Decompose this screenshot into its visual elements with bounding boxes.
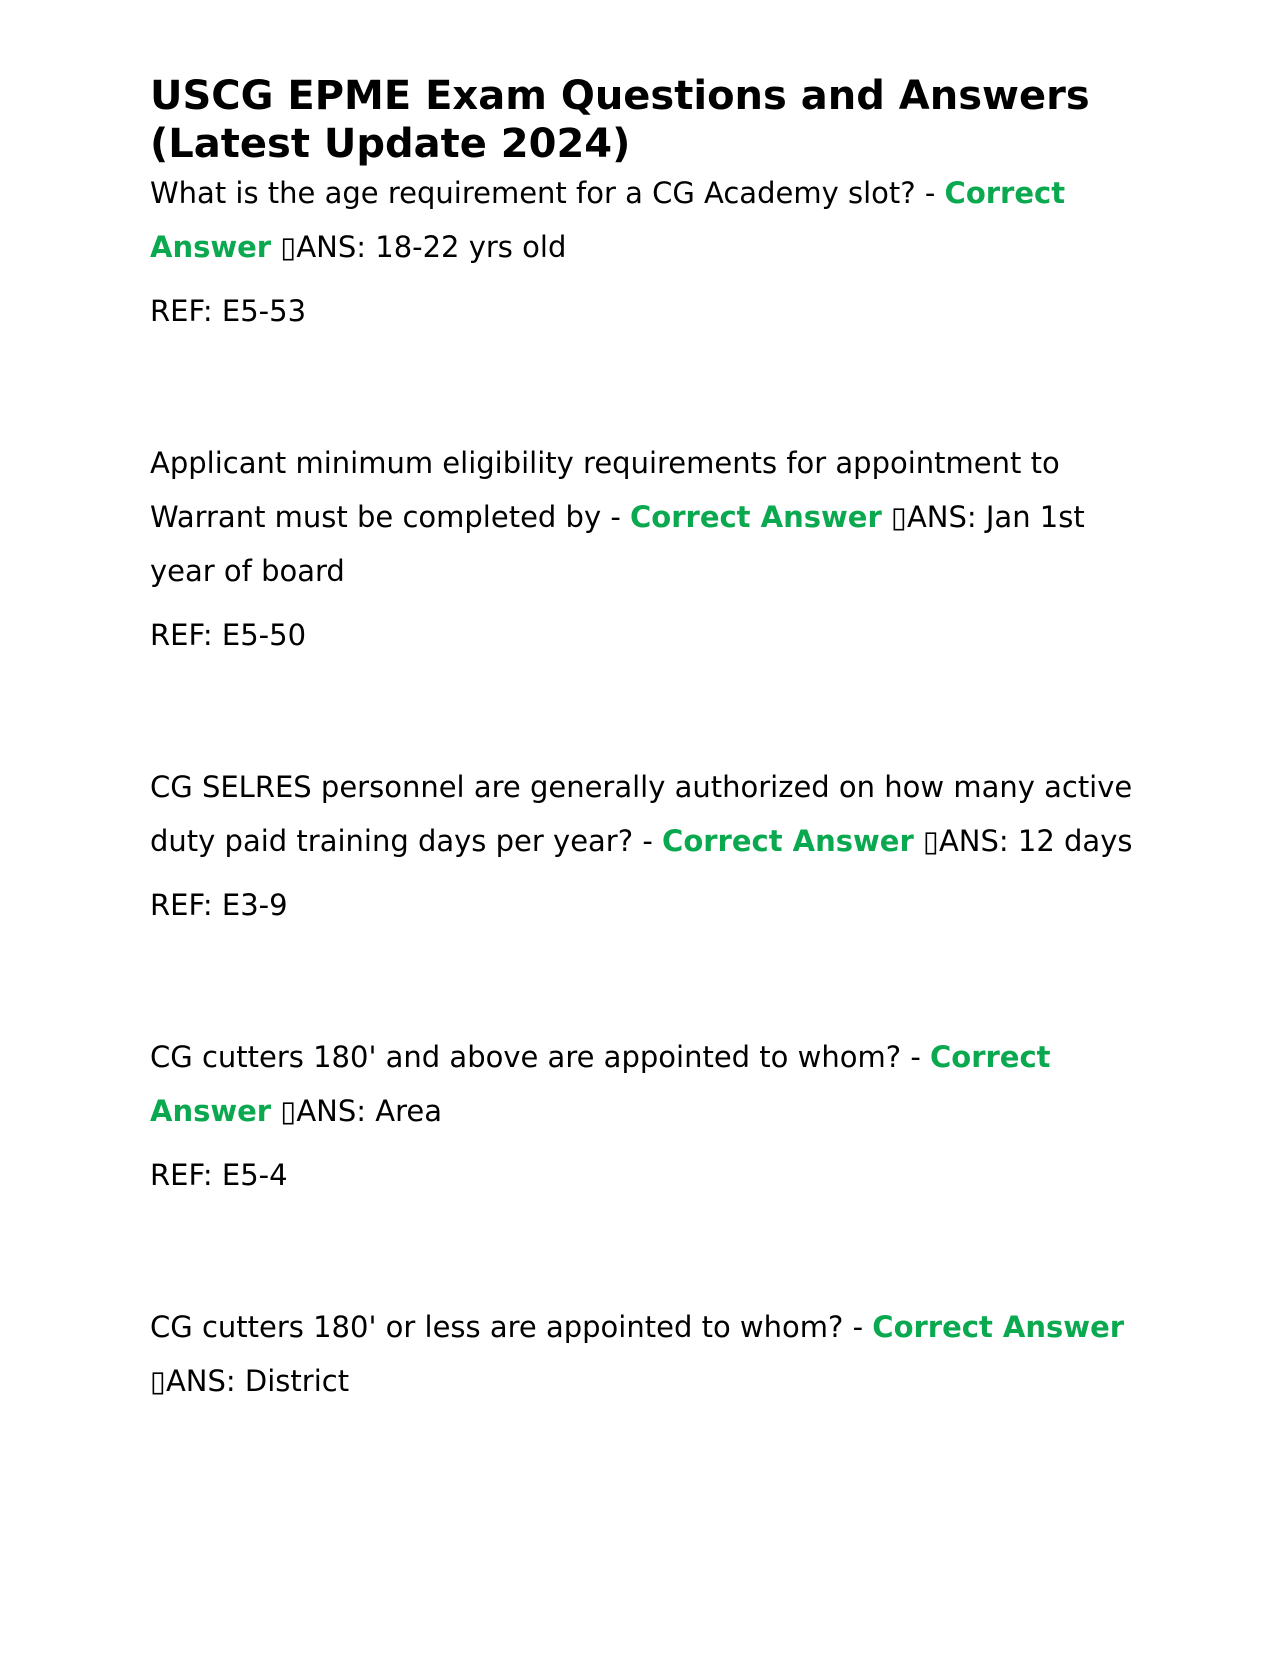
spacer (150, 1193, 1140, 1300)
spacer (150, 329, 1140, 436)
question-text: CG cutters 180' or less are appointed to whom? - (150, 1310, 864, 1344)
question-text: Applicant minimum eligibility requirements for appointment to Warrant must be completed by - (150, 446, 1060, 534)
correct-answer-label: Correct Answer (150, 1040, 1051, 1128)
correct-answer-label: Correct Answer (150, 176, 1066, 264)
correct-answer-label: Correct Answer (872, 1310, 1125, 1344)
reference-text: REF: E5-53 (150, 294, 307, 328)
answer-text: ANS: District (165, 1364, 350, 1398)
reference-text: REF: E5-4 (150, 1158, 288, 1192)
qa-text (150, 1030, 1140, 1138)
correct-answer-label: Correct Answer (662, 824, 914, 858)
qa-item (150, 436, 1140, 653)
spacer (150, 923, 1140, 1030)
qa-text (150, 760, 1140, 868)
qa-item (150, 166, 1140, 329)
answer-text: ANS: Jan 1st year of board (150, 500, 1085, 588)
qa-item (150, 760, 1140, 923)
question-text: What is the age requirement for a CG Academy slot? - (150, 176, 936, 210)
qa-item (150, 1030, 1140, 1193)
missing-glyph-icon: ▯ (890, 500, 907, 534)
document-title: USCG EPME Exam Questions and Answers (Latest Update 2024) (150, 73, 1090, 167)
missing-glyph-icon: ▯ (280, 1094, 297, 1128)
missing-glyph-icon: ▯ (280, 230, 297, 264)
spacer (150, 653, 1140, 760)
answer-text: ANS: 18-22 yrs old (296, 230, 567, 264)
correct-answer-label: Correct Answer (630, 500, 882, 534)
question-text: CG cutters 180' and above are appointed to whom? - (150, 1040, 921, 1074)
missing-glyph-icon: ▯ (923, 824, 939, 858)
missing-glyph-icon: ▯ (150, 1364, 166, 1398)
answer-text: ANS: 12 days (938, 824, 1133, 858)
answer-text: ANS: Area (296, 1094, 442, 1128)
qa-text (150, 166, 1140, 274)
question-text: CG SELRES personnel are generally authorized on how many active duty paid training days per year? - (150, 770, 1133, 858)
qa-text (150, 1300, 1140, 1408)
qa-item (150, 1300, 1140, 1408)
reference-text: REF: E3-9 (150, 888, 288, 922)
reference-text: REF: E5-50 (150, 618, 307, 652)
qa-text (150, 436, 1140, 598)
document-page (150, 72, 1140, 1408)
